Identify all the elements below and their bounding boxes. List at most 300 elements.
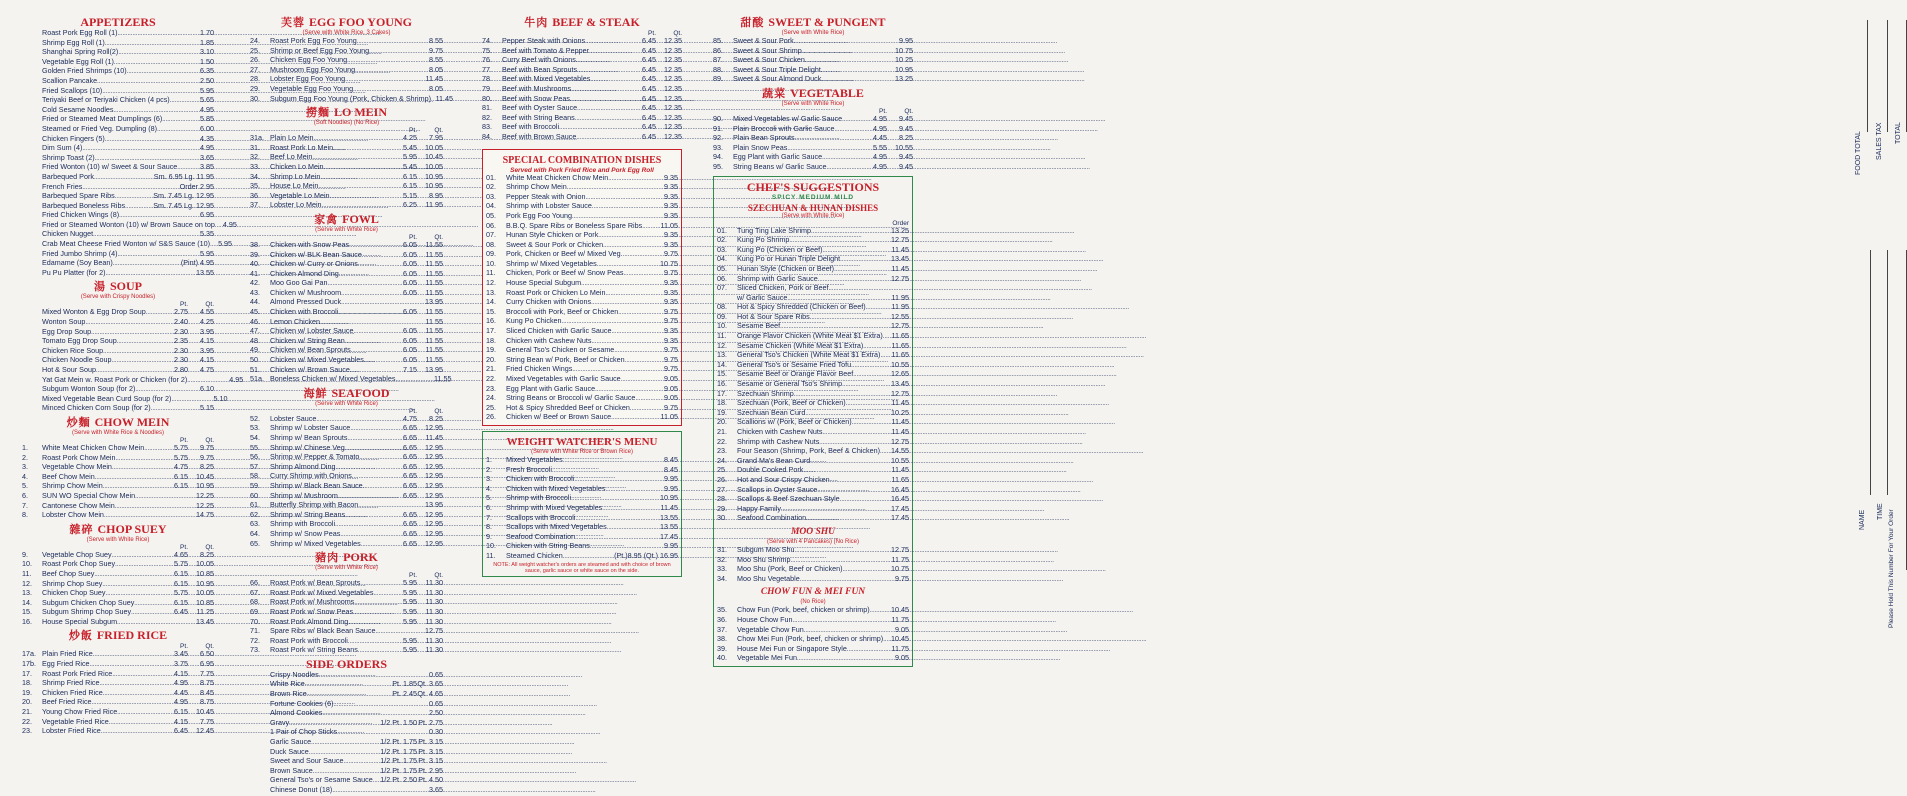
item-number: 24. [717, 455, 727, 465]
item-number: 51. [250, 364, 260, 374]
price-quart: 3.95 [200, 326, 214, 336]
time-line[interactable] [1887, 250, 1888, 495]
section-title [250, 16, 443, 30]
leader-dots [157, 125, 196, 135]
item-price: 11.05 [660, 220, 678, 230]
item-price: 9.75 [429, 45, 443, 55]
item-price: Sm. 6.95 Lg. 11.95 [153, 171, 214, 181]
item-number: 31. [250, 142, 260, 152]
item-price: 5.95 [218, 239, 233, 249]
item-name: Kung Po (Chicken or Beef) [737, 244, 823, 254]
item-number: 73. [250, 645, 260, 655]
menu-item [486, 413, 678, 423]
item-number [22, 135, 42, 145]
item-name: Beef with Broccoli [502, 122, 560, 132]
price-quart: 9.45 [899, 152, 913, 162]
item-price: 6.00 [200, 123, 214, 133]
time-label: TIME [1877, 503, 1884, 520]
price-pint [391, 700, 417, 710]
leader-dots [611, 327, 660, 337]
item-number: 57. [250, 461, 260, 471]
leader-dots [93, 650, 162, 660]
item-name: Pepper Steak with Onions [502, 36, 586, 45]
item-price: Sm. 7.45 Lg. 12.95 [153, 200, 214, 210]
soup-section [22, 279, 244, 414]
section-title [486, 436, 678, 449]
item-name: Shrimp Toast (2) [42, 152, 95, 162]
item-name: Roast Pork Chow Mein [42, 452, 116, 462]
section-title [22, 629, 214, 643]
item-name: Roast Pork w/ Bean Sprouts [270, 578, 361, 588]
item-number [22, 96, 42, 106]
item-name: Young Chow Fried Rice [42, 707, 118, 717]
item-price: 9.75 [664, 354, 678, 364]
item-number: 05. [486, 210, 496, 220]
item-number: 44. [250, 297, 260, 307]
food-total-line[interactable] [1867, 20, 1868, 132]
leader-dots [103, 689, 162, 699]
price-pint: 1/2 Pt. 1.75 [380, 737, 417, 747]
item-name: Roast Pork with Broccoli [270, 635, 348, 645]
price-pint: 6.45 [642, 112, 656, 122]
item-price: 17.45 [891, 513, 909, 523]
item-number: 12. [717, 340, 727, 350]
item-name: Brown Rice [270, 689, 307, 699]
menu-item [250, 646, 443, 656]
item-number: 19. [717, 407, 727, 417]
item-name: Chicken Lo Mein [270, 161, 324, 171]
leader-dots [840, 255, 891, 265]
item-name: Lobster Sauce [270, 413, 317, 423]
price-quart: 6.50 [200, 649, 214, 659]
item-name: House Special Subgum [42, 616, 118, 626]
item-number: 11. [486, 550, 496, 560]
leader-dots [344, 757, 381, 767]
price-quart: 9.45 [899, 161, 913, 171]
leader-dots [602, 504, 660, 514]
price-pint: 7.15 [403, 364, 417, 374]
price-quart: 12.35 [664, 55, 682, 65]
price-pint: 4.95 [873, 152, 887, 162]
item-number [22, 240, 42, 250]
item-name: Subgum Wonton Soup (for 2) [42, 384, 136, 394]
item-name: Pork Egg Foo Young [506, 210, 572, 220]
item-name: Fried Wonton (10) w/ Sweet & Sour Sauce [42, 162, 178, 172]
item-price: 11.05 [660, 412, 678, 422]
item-number [22, 48, 42, 58]
pork-section [250, 551, 443, 656]
leader-dots [800, 575, 891, 585]
item-price: 9.35 [664, 210, 678, 220]
section-title [250, 551, 443, 565]
price-quart: Pt. 2.95 [418, 765, 443, 775]
qt-header: Qt. [205, 301, 214, 309]
item-price: 6.95 [200, 210, 214, 220]
item-name: Mixed Wonton & Egg Drop Soup [42, 307, 146, 317]
price-pint: 3.75 [174, 659, 188, 669]
leader-dots [811, 227, 891, 237]
item-number: 02. [486, 182, 496, 192]
section-subtitle: (Serve with White Rice or Brown Rice) [530, 448, 634, 455]
price-quart: 11.55 [425, 249, 443, 259]
item-name: General Tso's Chicken (White Meat $1 Extra) [737, 350, 881, 360]
item-number [22, 211, 42, 221]
item-name: Subgum Moo Shu [737, 544, 795, 554]
leader-dots [821, 66, 895, 76]
leader-dots [359, 453, 391, 463]
price-quart: 9.75 [200, 452, 214, 462]
price-pint: 5.75 [174, 452, 188, 462]
leader-dots [312, 153, 391, 163]
item-name: Pepper Steak with Onion [506, 191, 586, 201]
price-quart: 8.95 [429, 190, 443, 200]
item-price: 1.50 [200, 56, 214, 66]
leader-dots [828, 284, 891, 294]
price-quart: 10.05 [425, 161, 443, 171]
item-number: 66. [250, 578, 260, 588]
item-number [250, 680, 270, 690]
item-number: 9. [22, 549, 28, 559]
price-pint: 6.05 [403, 326, 417, 336]
item-name: House Mei Fun or Singapore Style [737, 643, 847, 653]
item-number: 26. [486, 412, 496, 422]
price-pint: 6.15 [403, 181, 417, 191]
leader-dots [131, 608, 162, 618]
leader-dots [112, 463, 162, 473]
item-number: 09. [486, 249, 496, 259]
item-number: 37. [250, 200, 260, 210]
price-quart: 12.35 [664, 112, 682, 122]
section-title-text: CHOP SUEY [97, 521, 167, 536]
section-subtitle: (Serve with White Rice) [781, 30, 845, 36]
item-price: 10.95 [895, 64, 913, 74]
item-name: Mushroom Egg Foo Young [270, 64, 356, 74]
item-name: Orange Flavor Chicken (White Meat $1 Extra) [737, 331, 883, 341]
menu-item [22, 618, 214, 628]
item-name: Plain Lo Mein [270, 133, 314, 143]
name-line[interactable] [1870, 250, 1871, 495]
item-number: 39. [717, 643, 727, 653]
section-title-chinese: 撈麵 [305, 107, 330, 120]
menu-item [250, 201, 443, 211]
price-pint [162, 511, 188, 521]
item-name: Chicken Chop Suey [42, 588, 106, 598]
item-price: 13.25 [895, 74, 913, 84]
item-name: Lobster Fried Rice [42, 726, 101, 736]
item-name: Shrimp with Lobster Sauce [506, 201, 592, 211]
item-number: 03. [486, 191, 496, 201]
item-name: Hot & Sour Soup [42, 365, 96, 374]
section-subtitle: (Serve with White Rice, 3 Cakes) [302, 30, 391, 36]
item-price: 8.55 [429, 36, 443, 45]
item-price: 10.75 [895, 45, 913, 55]
item-price: 13.55 [660, 522, 678, 532]
item-number: 1. [22, 442, 28, 452]
sales-tax-line[interactable] [1887, 20, 1888, 132]
item-price: 5.35 [200, 229, 214, 239]
price-pint: 1/2 Pt. 1.50 [380, 717, 417, 727]
leader-dots [363, 482, 391, 492]
price-pint: 6.15 [174, 471, 188, 481]
price-quart: 4.25 [200, 317, 214, 327]
chef-title: CHEF'S SUGGESTIONS [746, 179, 880, 194]
item-number: 42. [250, 278, 260, 288]
price-quart: 14.75 [196, 510, 214, 520]
section-title-text: CHOW MEIN [94, 414, 170, 429]
price-quart: 10.45 [425, 152, 443, 162]
item-name: Fried or Steamed Wonton (10) w/ Brown Sauce on top [42, 219, 215, 229]
item-price: 12.75 [891, 544, 909, 554]
item-number: 16. [717, 379, 727, 389]
pt-header: Pt. [180, 436, 188, 444]
price-quart: 5.10 [213, 393, 228, 403]
item-name: Subgum Shrimp Chop Suey [42, 607, 132, 617]
section-title-text: EGG FOO YOUNG [309, 15, 412, 29]
item-number: 20. [486, 354, 496, 364]
item-number: 4. [486, 483, 492, 493]
item-name: Beef Chop Suey [42, 568, 95, 578]
item-number [250, 767, 270, 777]
item-number: 72. [250, 635, 260, 645]
item-number [22, 192, 42, 202]
leader-dots [348, 434, 391, 444]
item-number: 17a. [22, 649, 36, 659]
item-number: 76. [482, 55, 492, 65]
leader-dots [118, 29, 197, 39]
item-price: 3.85 [200, 162, 214, 172]
item-name: Shrimp or Beef Egg Foo Young [270, 45, 370, 55]
sweet-pungent-section [713, 16, 913, 85]
item-name: Beef with Oyster Sauce [502, 103, 578, 113]
column-1 [22, 14, 244, 737]
price-quart: 10.05 [196, 588, 214, 598]
section-title-text: SOUP [109, 279, 142, 294]
leader-dots [621, 375, 660, 385]
item-number [22, 385, 42, 395]
leader-dots [611, 413, 660, 423]
item-name: Shrimp w/ Mixed Vegetables [506, 258, 597, 268]
pt-header: Pt. [180, 643, 188, 651]
item-number: 21. [717, 427, 727, 436]
item-name: White Meat Chicken Chow Mein [506, 172, 609, 182]
item-price: 13.45 [891, 254, 909, 264]
item-number [22, 269, 42, 279]
item-price: 9.75 [664, 316, 678, 326]
price-quart: 10.05 [425, 142, 443, 152]
section-title-chinese: 牛肉 [524, 17, 549, 29]
qt-header: Qt. [205, 543, 214, 551]
item-name: Roast Pork Lo Mein [270, 142, 334, 152]
item-number: 12. [486, 278, 496, 288]
item-name: Chicken with String Beans [506, 541, 590, 551]
item-name: B.B.Q. Spare Ribs or Boneless Spare Ribs [506, 220, 643, 230]
leader-dots [834, 265, 891, 275]
item-price: 9.95 [664, 541, 678, 551]
leader-dots [818, 275, 891, 285]
section-title [22, 523, 214, 537]
item-number: 83. [482, 122, 492, 132]
item-number: 10. [486, 541, 496, 551]
fowl-section [250, 211, 452, 385]
item-number: 68. [250, 597, 260, 607]
price-quart: 9.45 [899, 113, 913, 123]
item-name: Crab Meat Cheese Fried Wonton w/ S&S Sauce (10) [42, 239, 211, 249]
leader-dots [354, 327, 392, 337]
leader-dots [823, 428, 892, 438]
item-number [250, 738, 270, 748]
item-price: 9.05 [895, 653, 909, 663]
section-subtitle: (Serve with 4 Pancakes) (No Rice) [766, 538, 860, 545]
leader-dots [589, 47, 630, 57]
leader-dots [345, 511, 391, 521]
item-name: Four Season (Shrimp, Pork, Beef & Chicken) [737, 446, 881, 456]
item-number: 39. [250, 249, 260, 259]
item-price: 9.75 [664, 402, 678, 412]
item-name: Beef with Tomato & Pepper [502, 45, 589, 55]
item-name: Subgum Egg Foo Young (Pork, Chicken & Shrimp) [270, 93, 432, 103]
item-number: 08. [486, 239, 496, 249]
price-quart: 11.30 [425, 587, 443, 597]
item-price: 9.35 [664, 201, 678, 211]
price-quart: 12.35 [664, 64, 682, 74]
leader-dots [105, 39, 196, 49]
item-price: 11.45 [891, 398, 909, 408]
price-quart: Qt. 4.65 [417, 689, 443, 699]
price-quart: 11.55 [425, 287, 443, 297]
chef-subtitle: SZECHUAN & HUNAN DISHES [747, 202, 879, 213]
leader-dots [162, 115, 196, 125]
item-number [22, 173, 42, 183]
leader-dots [118, 48, 196, 58]
price-pint: 6.15 [174, 481, 188, 491]
price-pint: 6.05 [403, 278, 417, 288]
item-price: 9.75 [664, 364, 678, 374]
price-pint: 4.95 [873, 123, 887, 133]
leader-dots [117, 618, 162, 628]
item-number: 49. [250, 345, 260, 355]
leader-dots [607, 523, 660, 533]
item-number: 3. [486, 474, 492, 484]
item-number [250, 671, 270, 681]
price-pint: 5.95 [403, 635, 417, 645]
chop-suey-section [22, 523, 214, 628]
item-number: 18. [486, 335, 496, 345]
item-number: 60. [250, 490, 260, 500]
item-number [22, 183, 42, 193]
item-price: 10.55 [891, 455, 909, 465]
item-name: Grand Ma's Bean Curd [737, 455, 811, 465]
item-name: Mixed Vegetables with Garlic Sauce [506, 374, 621, 383]
item-name: Chicken, Pork or Beef w/ Snow Peas [506, 268, 624, 278]
item-name: Mixed Vegetables [506, 454, 563, 464]
item-name: Szechuan Bean Curd [737, 407, 806, 417]
item-name: Chow Mei Fun (Pork, beef, chicken or shrimp) [737, 634, 884, 644]
item-price: 9.95 [899, 36, 913, 45]
item-name: Roast Pork Almond Ding [270, 616, 349, 626]
price-pint: 6.45 [642, 103, 656, 113]
item-price: 5.95 [200, 85, 214, 95]
item-name: Hot & Spicy Shredded (Chicken or Beef) [737, 302, 866, 312]
item-number [22, 376, 42, 386]
price-pint: 6.65 [403, 442, 417, 452]
price-quart: 11.55 [425, 278, 443, 288]
leader-dots [585, 37, 630, 47]
section-title [22, 280, 214, 294]
price-pint: Pt. 1.85 [392, 679, 417, 689]
leader-dots [350, 424, 391, 434]
item-name: Chicken w/ BLK Bean Sauce [270, 249, 362, 259]
item-name: Broccoli with Pork, Beef or Chicken [506, 306, 619, 316]
item-price: 9.75 [664, 306, 678, 316]
price-pint: 5.45 [403, 161, 417, 171]
price-pint: 6.05 [403, 259, 417, 269]
section-title-text: SPECIAL COMBINATION DISHES [502, 154, 662, 166]
section-title-text: WEIGHT WATCHER'S MENU [506, 435, 658, 448]
leader-dots [319, 671, 391, 681]
price-pint: 4.75 [174, 462, 188, 472]
item-number: 8. [22, 510, 28, 520]
item-name: Scallion Pancake [42, 75, 98, 85]
beef-steak-section [482, 16, 682, 143]
leader-dots [883, 332, 891, 342]
item-price: 10.55 [891, 359, 909, 369]
item-name: Scallops & Beef Szechuan Style [737, 494, 840, 504]
section-title [486, 154, 678, 167]
leader-dots [834, 125, 861, 135]
item-number: 65. [250, 538, 260, 548]
price-quart: 8.25 [899, 133, 913, 143]
section-subtitle: (Serve with White Rice) [781, 212, 845, 219]
item-number: 18. [717, 398, 727, 408]
item-name: Hot & Spicy Shredded Beef or Chicken [506, 402, 630, 412]
item-number: 22. [22, 716, 32, 726]
price-pint: 4.95 [174, 678, 188, 688]
item-number: 23. [717, 446, 727, 456]
item-number: 15. [22, 607, 32, 617]
item-price: 9.35 [664, 297, 678, 307]
item-price: 12.75 [891, 388, 909, 398]
item-name: Egg Plant with Garlic Sauce [733, 152, 823, 162]
price-quart: 10.95 [196, 578, 214, 588]
price-pint: 6.05 [403, 345, 417, 355]
price-pint: 6.15 [174, 568, 188, 578]
item-number: 70. [250, 616, 260, 626]
column-4 [713, 14, 913, 667]
item-name: House Special Subgum [506, 278, 582, 288]
price-quart: 11.55 [425, 326, 443, 336]
price-quart: Qt. 3.65 [417, 679, 443, 689]
leader-dots [880, 447, 891, 457]
item-name: Boneless Chicken w/ Mixed Vegetables [270, 374, 396, 384]
item-number: 19. [486, 345, 496, 355]
item-price: 5.95 [200, 248, 214, 258]
item-number [22, 115, 42, 125]
item-name: Beef Chow Mein [42, 471, 95, 481]
item-number: 24. [250, 36, 260, 45]
item-number: 25. [486, 402, 496, 412]
item-name: Shrimp with Garlic Sauce [737, 273, 818, 283]
item-price: 3.10 [200, 47, 214, 57]
price-quart: 8.25 [200, 462, 214, 472]
item-number [250, 700, 270, 710]
pt-header: Pt. [180, 543, 188, 551]
item-name: Shrimp Lo Mein [270, 171, 321, 181]
item-number: 2. [22, 452, 28, 462]
lo-mein-section [250, 106, 443, 211]
item-name: Beef with Mushrooms [502, 83, 572, 93]
price-pint: 6.65 [403, 519, 417, 529]
item-name: Roast Pork w/ Mixed Vegetables [270, 587, 374, 597]
